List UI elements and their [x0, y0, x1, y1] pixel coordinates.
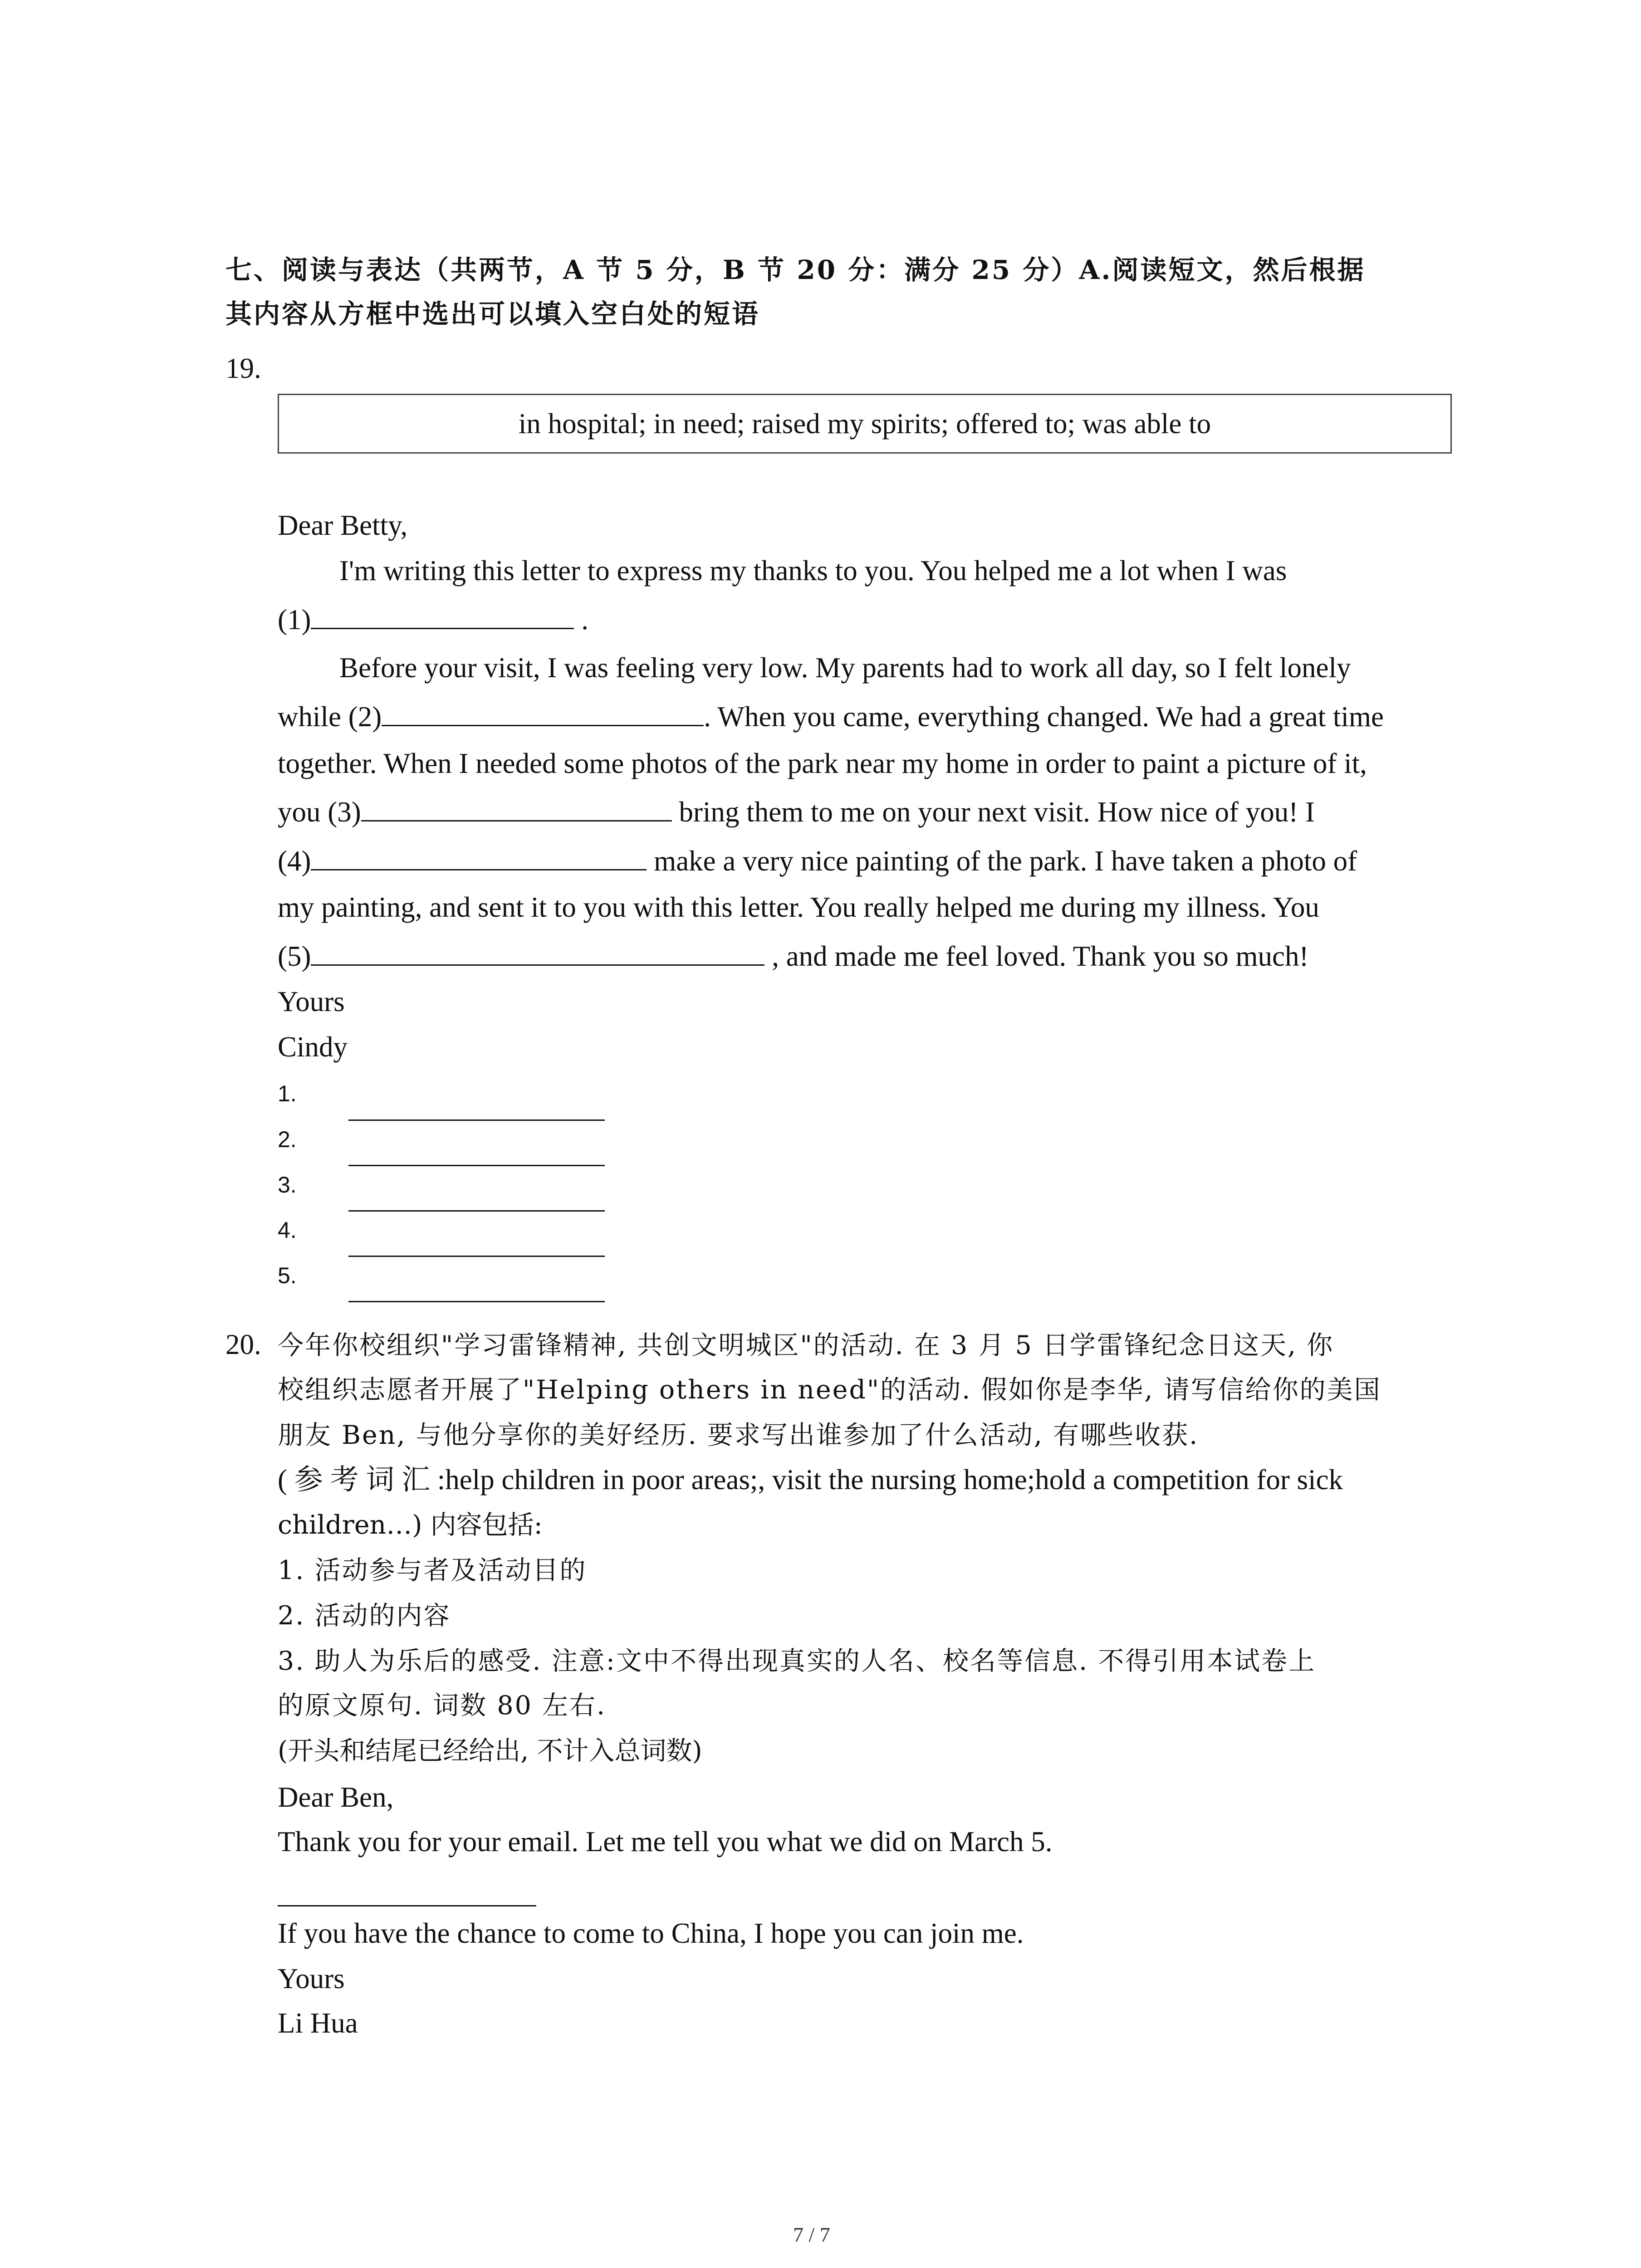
q20-opening: Thank you for your email. Let me tell you what we did on March 5.	[278, 1826, 1053, 1857]
blank-2-label: while (2)	[278, 701, 382, 733]
blank-2-suffix: . When you came, everything changed. We had a great time	[704, 701, 1384, 733]
q20-item1: 1. 活动参与者及活动目的	[278, 1555, 587, 1585]
letter-p2-line6: my painting, and sent it to you with this letter. You really helped me during my illness. You	[278, 891, 1319, 923]
blank-5-label: (5)	[278, 940, 311, 972]
page-number: 7 / 7	[793, 2223, 830, 2246]
q20-item3-line2: 的原文原句. 词数 80 左右.	[278, 1691, 607, 1721]
letter-p2-line7	[278, 938, 1308, 974]
blank-1-label: (1)	[278, 604, 311, 635]
letter-p1-line1: I'm writing this letter to express my thanks to you. You helped me a lot when I was	[339, 555, 1287, 587]
q20-line4: ( 参 考 词 汇 :help children in poor areas;, visit the nursing home;hold a competition for sick	[278, 1464, 1343, 1496]
phrase-box	[278, 394, 1452, 454]
q20-note: (开头和结尾已经给出, 不计入总词数)	[278, 1736, 702, 1766]
answer-line-2[interactable]	[348, 1165, 605, 1166]
blank-4-label: (4)	[278, 845, 311, 877]
blank-5[interactable]	[311, 938, 764, 966]
answer-label-4: 4.	[278, 1217, 297, 1243]
letter-salutation: Dear Betty,	[278, 509, 408, 541]
q20-line2: 校组织志愿者开展了"Helping others in need"的活动. 假如你是李华, 请写信给你的美国	[278, 1375, 1381, 1405]
answer-label-1: 1.	[278, 1081, 297, 1106]
letter-p2-line4	[278, 794, 1315, 830]
blank-3-label: you (3)	[278, 796, 361, 828]
q20-signature: Li Hua	[278, 2007, 358, 2039]
section-title-line2: 其内容从方框中选出可以填入空白处的短语	[225, 298, 760, 329]
answer-line-3[interactable]	[348, 1210, 605, 1212]
letter-signature: Cindy	[278, 1031, 348, 1063]
q20-line1: 今年你校组织"学习雷锋精神, 共创文明城区"的活动. 在 3 月 5 日学雷锋纪念日这天, 你	[278, 1330, 1334, 1360]
blank-1-suffix: .	[574, 604, 588, 635]
answer-line-1[interactable]	[348, 1119, 605, 1121]
blank-3-suffix: bring them to me on your next visit. How nice of you! I	[671, 796, 1315, 828]
phrase-box-text: in hospital; in need; raised my spirits; offered to; was able to	[518, 408, 1211, 440]
blank-1[interactable]	[311, 601, 574, 629]
q20-closing: Yours	[278, 1963, 345, 1994]
answer-label-2: 2.	[278, 1127, 297, 1152]
answer-line-4[interactable]	[348, 1256, 605, 1257]
blank-4[interactable]	[311, 843, 647, 870]
q20-salutation: Dear Ben,	[278, 1781, 394, 1813]
q20-writing-line[interactable]	[278, 1905, 536, 1906]
q20-item2: 2. 活动的内容	[278, 1601, 451, 1631]
question-20-number: 20.	[225, 1329, 261, 1360]
q20-line5: children…) 内容包括:	[278, 1510, 543, 1540]
q20-ending: If you have the chance to come to China, I hope you can join me.	[278, 1917, 1024, 1949]
q20-line3: 朋友 Ben, 与他分享你的美好经历. 要求写出谁参加了什么活动, 有哪些收获.	[278, 1420, 1199, 1450]
blank-4-suffix: make a very nice painting of the park. I have taken a photo of	[647, 845, 1357, 877]
letter-closing: Yours	[278, 986, 345, 1017]
letter-p2-line5	[278, 843, 1357, 879]
letter-p1-line2	[278, 601, 588, 638]
letter-p2-line1: Before your visit, I was feeling very low. My parents had to work all day, so I felt lonely	[339, 652, 1351, 684]
letter-p2-line2	[278, 699, 1384, 735]
question-19-number: 19.	[225, 352, 261, 384]
answer-line-5[interactable]	[348, 1301, 605, 1302]
blank-5-suffix: , and made me feel loved. Thank you so much!	[764, 940, 1309, 972]
letter-p2-line3: together. When I needed some photos of the park near my home in order to paint a picture of it,	[278, 748, 1367, 779]
answer-label-3: 3.	[278, 1172, 297, 1198]
blank-2[interactable]	[382, 699, 704, 726]
section-title-line1: 七、阅读与表达（共两节，A 节 5 分，B 节 20 分：满分 25 分）A.阅读短文，然后根据	[225, 254, 1366, 285]
answer-label-5: 5.	[278, 1263, 297, 1288]
q20-item3-line1: 3. 助人为乐后的感受. 注意:文中不得出现真实的人名、校名等信息. 不得引用本试卷上	[278, 1646, 1316, 1676]
blank-3[interactable]	[361, 794, 672, 821]
